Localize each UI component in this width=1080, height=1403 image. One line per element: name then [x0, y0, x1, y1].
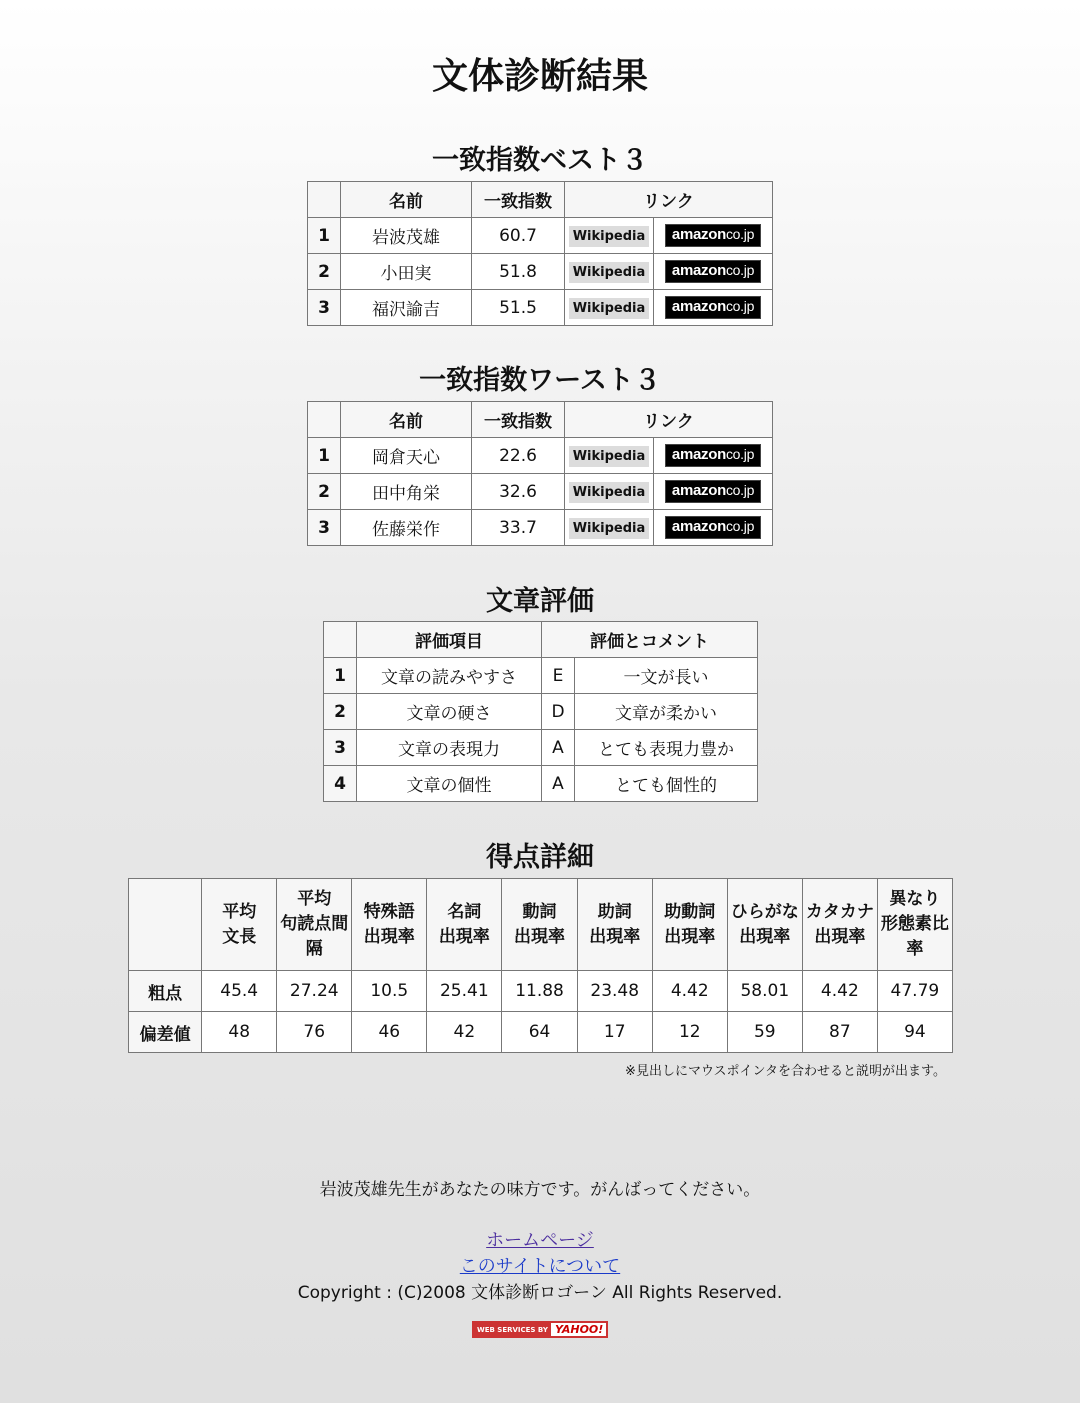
- score-column-header-line: 出現率: [664, 926, 716, 947]
- deviation-score-cell: 94: [877, 1012, 952, 1053]
- table-row: [308, 510, 773, 546]
- name-cell: 佐藤栄作: [341, 510, 472, 546]
- grade-cell: A: [542, 766, 575, 802]
- score-table: [128, 878, 953, 1053]
- score-heading: 得点詳細: [486, 842, 594, 873]
- header-link: リンク: [565, 402, 773, 438]
- header-comment: 評価とコメント: [542, 622, 758, 658]
- header-blank: [308, 182, 341, 218]
- rank-cell: 2: [324, 694, 357, 730]
- score-column-header[interactable]: [802, 879, 877, 971]
- raw-score-cell: 11.88: [502, 971, 577, 1012]
- rank-cell: 1: [308, 218, 341, 254]
- rank-cell: 2: [308, 474, 341, 510]
- raw-score-cell: 58.01: [727, 971, 802, 1012]
- comment-cell: 一文が長い: [575, 658, 758, 694]
- amazon-logo-text: amazon: [671, 262, 726, 279]
- deviation-score-cell: 48: [202, 1012, 277, 1053]
- page-title: 文体診断結果: [431, 56, 648, 97]
- table-row: [324, 766, 758, 802]
- raw-score-cell: 23.48: [577, 971, 652, 1012]
- amazon-logo-text: amazon: [671, 446, 726, 463]
- index-cell: 60.7: [472, 218, 565, 254]
- best-heading: 一致指数ベスト３: [432, 145, 648, 176]
- comment-cell: とても個性的: [575, 766, 758, 802]
- deviation-score-cell: 17: [577, 1012, 652, 1053]
- deviation-score-cell: 42: [427, 1012, 502, 1053]
- table-row: [324, 730, 758, 766]
- deviation-score-cell: 87: [802, 1012, 877, 1053]
- header-index: 一致指数: [472, 182, 565, 218]
- rank-cell: 3: [308, 290, 341, 326]
- score-column-header[interactable]: [352, 879, 427, 971]
- about-link[interactable]: このサイトについて: [459, 1256, 621, 1277]
- score-column-header-line: 率: [906, 939, 924, 959]
- hint-note: ※見出しにマウスポインタを合わせると説明が出ます。: [625, 1064, 946, 1079]
- score-column-header-line: 出現率: [739, 926, 791, 947]
- badge-yahoo-text: YAHOO!: [554, 1323, 604, 1336]
- comment-cell: 文章が柔かい: [575, 694, 758, 730]
- raw-score-cell: 47.79: [877, 971, 952, 1012]
- advice-message: 岩波茂雄先生があなたの味方です。がんばってください。: [319, 1180, 761, 1200]
- amazon-cell: [654, 510, 773, 546]
- score-column-header-line: 文長: [222, 926, 257, 947]
- header-name: 名前: [341, 182, 472, 218]
- deviation-score-cell: 64: [502, 1012, 577, 1053]
- rank-cell: 4: [324, 766, 357, 802]
- score-column-header-line: 動詞: [522, 901, 557, 922]
- wikipedia-link[interactable]: Wikipedia: [569, 446, 650, 467]
- score-column-header-line: 異なり: [889, 889, 941, 909]
- item-cell: 文章の個性: [357, 766, 542, 802]
- amazon-logo-suffix: co.jp: [725, 298, 755, 314]
- table-row: [324, 658, 758, 694]
- table-row: [324, 694, 758, 730]
- raw-score-cell: 25.41: [427, 971, 502, 1012]
- footer: [0, 1228, 1080, 1306]
- deviation-score-cell: 46: [352, 1012, 427, 1053]
- amazon-logo-text: amazon: [671, 226, 726, 243]
- wikipedia-link[interactable]: Wikipedia: [569, 518, 650, 539]
- score-column-header[interactable]: [202, 879, 277, 971]
- copyright: Copyright : (C)2008 文体診断ロゴーン All Rights Reserved.: [297, 1283, 783, 1303]
- score-column-header-line: 平均: [222, 901, 257, 922]
- wikipedia-cell: [565, 218, 654, 254]
- name-cell: 岩波茂雄: [341, 218, 472, 254]
- amazon-link[interactable]: [665, 296, 761, 319]
- name-cell: 田中角栄: [341, 474, 472, 510]
- name-cell: 岡倉天心: [341, 438, 472, 474]
- header-link: リンク: [565, 182, 773, 218]
- header-index: 一致指数: [472, 402, 565, 438]
- score-column-header-line: 出現率: [814, 926, 866, 947]
- amazon-logo-suffix: co.jp: [725, 518, 755, 534]
- score-column-header-line: 出現率: [363, 926, 415, 947]
- deviation-score-cell: 76: [277, 1012, 352, 1053]
- score-column-header-line: 出現率: [514, 926, 566, 947]
- comment-cell: とても表現力豊か: [575, 730, 758, 766]
- raw-score-cell: 4.42: [802, 971, 877, 1012]
- item-cell: 文章の表現力: [357, 730, 542, 766]
- home-link[interactable]: ホームページ: [486, 1230, 594, 1251]
- amazon-logo-suffix: co.jp: [725, 482, 755, 498]
- amazon-link[interactable]: [665, 260, 761, 283]
- rank-cell: 3: [308, 510, 341, 546]
- index-cell: 51.5: [472, 290, 565, 326]
- score-column-header-line: ひらがな: [730, 901, 799, 922]
- amazon-logo-suffix: co.jp: [725, 262, 755, 278]
- score-column-header-line: 隔: [305, 939, 323, 959]
- score-column-header[interactable]: [727, 879, 802, 971]
- wikipedia-link[interactable]: Wikipedia: [569, 262, 650, 283]
- index-cell: 51.8: [472, 254, 565, 290]
- wikipedia-link[interactable]: Wikipedia: [569, 298, 650, 319]
- score-column-header-line: 名詞: [447, 901, 482, 922]
- table-row: [308, 438, 773, 474]
- score-column-header[interactable]: [652, 879, 727, 971]
- dev-label: 偏差値: [129, 1012, 202, 1053]
- score-column-header-line: 出現率: [589, 926, 641, 947]
- amazon-cell: [654, 218, 773, 254]
- rank-cell: 1: [308, 438, 341, 474]
- wikipedia-cell: [565, 254, 654, 290]
- deviation-score-cell: 12: [652, 1012, 727, 1053]
- rank-cell: 2: [308, 254, 341, 290]
- name-cell: 福沢諭吉: [341, 290, 472, 326]
- badge-left-text: WEB SERVICES BY: [474, 1323, 551, 1336]
- score-column-header[interactable]: [577, 879, 652, 971]
- score-column-header-line: カタカナ: [805, 901, 874, 922]
- amazon-logo-text: amazon: [671, 482, 726, 499]
- yahoo-web-services-badge[interactable]: [472, 1321, 608, 1338]
- score-column-header-line: 助動詞: [664, 901, 716, 922]
- index-cell: 33.7: [472, 510, 565, 546]
- header-name: 名前: [341, 402, 472, 438]
- wikipedia-cell: [565, 438, 654, 474]
- header-blank: [324, 622, 357, 658]
- amazon-cell: [654, 254, 773, 290]
- grade-cell: A: [542, 730, 575, 766]
- score-column-header-line: 出現率: [438, 926, 490, 947]
- raw-score-cell: 27.24: [277, 971, 352, 1012]
- grade-cell: D: [542, 694, 575, 730]
- raw-score-cell: 4.42: [652, 971, 727, 1012]
- score-column-header-line: 平均: [297, 889, 332, 909]
- wikipedia-link[interactable]: Wikipedia: [569, 226, 650, 247]
- raw-label: 粗点: [129, 971, 202, 1012]
- score-column-header-line: 特殊語: [363, 901, 415, 922]
- score-column-header[interactable]: [427, 879, 502, 971]
- amazon-logo-suffix: co.jp: [725, 226, 755, 242]
- amazon-logo-text: amazon: [671, 298, 726, 315]
- amazon-logo-text: amazon: [671, 518, 726, 535]
- score-column-header[interactable]: [877, 879, 952, 971]
- score-column-header-line: 句読点間: [280, 914, 349, 934]
- worst-heading: 一致指数ワースト３: [419, 365, 661, 396]
- amazon-link[interactable]: [665, 444, 761, 467]
- table-row: [308, 474, 773, 510]
- score-column-header-line: 助詞: [597, 901, 632, 922]
- header-item: 評価項目: [357, 622, 542, 658]
- raw-score-cell: 45.4: [202, 971, 277, 1012]
- wikipedia-cell: [565, 290, 654, 326]
- rank-cell: 1: [324, 658, 357, 694]
- amazon-cell: [654, 438, 773, 474]
- table-row: [308, 218, 773, 254]
- item-cell: 文章の硬さ: [357, 694, 542, 730]
- item-cell: 文章の読みやすさ: [357, 658, 542, 694]
- wikipedia-link[interactable]: Wikipedia: [569, 482, 650, 503]
- evaluation-heading: 文章評価: [486, 586, 594, 617]
- header-blank: [308, 402, 341, 438]
- wikipedia-cell: [565, 474, 654, 510]
- best-table: [307, 181, 773, 326]
- table-row: [308, 254, 773, 290]
- amazon-link[interactable]: [665, 516, 761, 539]
- table-row: [129, 971, 953, 1012]
- table-row: [129, 1012, 953, 1053]
- table-row: [308, 290, 773, 326]
- score-column-header-line: 形態素比: [880, 914, 949, 934]
- amazon-logo-suffix: co.jp: [725, 446, 755, 462]
- header-blank: [129, 879, 202, 971]
- evaluation-table: [323, 621, 758, 802]
- index-cell: 22.6: [472, 438, 565, 474]
- amazon-link[interactable]: [665, 224, 761, 247]
- grade-cell: E: [542, 658, 575, 694]
- name-cell: 小田実: [341, 254, 472, 290]
- raw-score-cell: 10.5: [352, 971, 427, 1012]
- score-column-header[interactable]: [277, 879, 352, 971]
- amazon-cell: [654, 290, 773, 326]
- rank-cell: 3: [324, 730, 357, 766]
- amazon-cell: [654, 474, 773, 510]
- score-column-header[interactable]: [502, 879, 577, 971]
- index-cell: 32.6: [472, 474, 565, 510]
- wikipedia-cell: [565, 510, 654, 546]
- deviation-score-cell: 59: [727, 1012, 802, 1053]
- amazon-link[interactable]: [665, 480, 761, 503]
- worst-table: [307, 401, 773, 546]
